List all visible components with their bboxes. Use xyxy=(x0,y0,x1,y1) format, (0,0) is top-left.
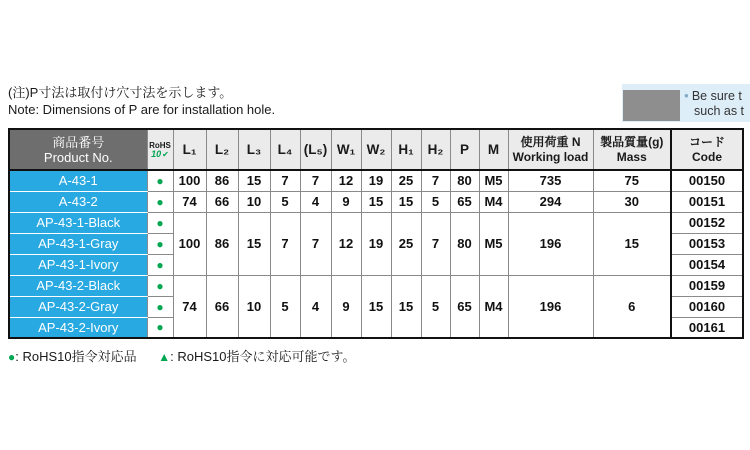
dim-cell: 7 xyxy=(300,212,331,275)
dim-cell: 25 xyxy=(391,170,421,191)
dim-cell: 25 xyxy=(391,212,421,275)
dim-cell: 5 xyxy=(421,275,450,338)
side-note-text xyxy=(684,88,744,119)
col-header-l1: L₁ xyxy=(173,129,206,170)
col-header-p: P xyxy=(450,129,479,170)
col-header-mass xyxy=(593,129,671,170)
dim-cell: M4 xyxy=(479,191,508,212)
load-cell: 294 xyxy=(508,191,593,212)
code-cell: 00160 xyxy=(671,296,743,317)
dim-cell: 86 xyxy=(206,170,238,191)
dim-cell: 15 xyxy=(238,212,270,275)
table-row xyxy=(9,170,743,191)
dim-cell: 74 xyxy=(173,275,206,338)
dim-cell: 80 xyxy=(450,212,479,275)
rohs-triangle-label: : RoHS10指令に対応可能です。 xyxy=(170,349,356,364)
dim-cell: 66 xyxy=(206,275,238,338)
dim-cell: 4 xyxy=(300,275,331,338)
code-jp: コード xyxy=(688,134,725,149)
product-cell: AP-43-1-Ivory xyxy=(9,254,147,275)
side-note-line1: Be sure t xyxy=(691,89,742,103)
dim-cell: M5 xyxy=(479,212,508,275)
col-header-w1: W₁ xyxy=(331,129,361,170)
installation-note xyxy=(8,84,275,118)
rohs-dot-icon: ● xyxy=(147,296,173,317)
dim-cell: 7 xyxy=(300,170,331,191)
mass-jp: 製品質量(g) xyxy=(600,134,664,149)
dim-cell: 12 xyxy=(331,212,361,275)
dim-cell: 15 xyxy=(238,170,270,191)
col-header-product-en: Product No. xyxy=(43,149,113,165)
side-note-line2: such as t xyxy=(694,104,745,118)
dim-cell: 7 xyxy=(270,212,300,275)
dim-cell: 66 xyxy=(206,191,238,212)
mass-cell: 75 xyxy=(593,170,671,191)
code-cell: 00154 xyxy=(671,254,743,275)
dim-cell: 10 xyxy=(238,275,270,338)
dim-cell: 7 xyxy=(421,212,450,275)
dim-cell: 15 xyxy=(391,275,421,338)
dim-cell: M4 xyxy=(479,275,508,338)
dim-cell: 65 xyxy=(450,275,479,338)
rohs-dot-icon: ● xyxy=(147,170,173,191)
dim-cell: 5 xyxy=(270,275,300,338)
dim-cell: 5 xyxy=(421,191,450,212)
dim-cell: 80 xyxy=(450,170,479,191)
header-row xyxy=(9,129,743,170)
col-header-rohs xyxy=(147,129,173,170)
col-header-code xyxy=(671,129,743,170)
dim-cell: 86 xyxy=(206,212,238,275)
product-cell: AP-43-2-Ivory xyxy=(9,317,147,338)
code-cell: 00152 xyxy=(671,212,743,233)
col-header-working-load xyxy=(508,129,593,170)
rohs-dot-icon: ● xyxy=(147,233,173,254)
rohs10-check-icon: 10✔ xyxy=(151,148,169,159)
side-note xyxy=(622,84,750,122)
dim-cell: 15 xyxy=(391,191,421,212)
dim-cell: 9 xyxy=(331,275,361,338)
col-header-l4: L₄ xyxy=(270,129,300,170)
dim-cell: 12 xyxy=(331,170,361,191)
product-cell: AP-43-2-Black xyxy=(9,275,147,296)
dim-cell: 5 xyxy=(270,191,300,212)
col-header-h2: H₂ xyxy=(421,129,450,170)
mass-cell: 6 xyxy=(593,275,671,338)
table-row xyxy=(9,275,743,296)
working-load-en: Working load xyxy=(512,149,589,164)
rohs-label: RoHS xyxy=(149,140,171,150)
rohs-dot-icon: ● xyxy=(147,191,173,212)
load-cell: 196 xyxy=(508,275,593,338)
code-cell: 00159 xyxy=(671,275,743,296)
code-cell: 00161 xyxy=(671,317,743,338)
col-header-w2: W₂ xyxy=(361,129,391,170)
note-line-en: Note: Dimensions of P are for installation hole. xyxy=(8,102,276,117)
load-cell: 196 xyxy=(508,212,593,275)
product-cell: A-43-2 xyxy=(9,191,147,212)
dim-cell: 100 xyxy=(173,170,206,191)
product-cell: AP-43-2-Gray xyxy=(9,296,147,317)
col-header-m: M xyxy=(479,129,508,170)
dim-cell: 19 xyxy=(361,212,391,275)
image-placeholder xyxy=(623,90,680,121)
bullet-icon: ● xyxy=(684,91,689,100)
dim-cell: 4 xyxy=(300,191,331,212)
code-cell: 00150 xyxy=(671,170,743,191)
dim-cell: 9 xyxy=(331,191,361,212)
note-line-jp: (注)P寸法は取付け穴寸法を示します。 xyxy=(8,85,233,100)
working-load-jp: 使用荷重 N xyxy=(520,134,581,149)
dim-cell: 65 xyxy=(450,191,479,212)
col-header-l5: (L₅) xyxy=(300,129,331,170)
col-header-product xyxy=(9,129,147,170)
spec-table xyxy=(8,128,744,339)
dim-cell: 15 xyxy=(361,275,391,338)
table-row xyxy=(9,191,743,212)
dim-cell: 74 xyxy=(173,191,206,212)
col-header-product-jp: 商品番号 xyxy=(52,134,105,150)
product-cell: AP-43-1-Black xyxy=(9,212,147,233)
rohs-dot-icon: ● xyxy=(147,212,173,233)
dim-cell: 100 xyxy=(173,212,206,275)
dim-cell: M5 xyxy=(479,170,508,191)
dim-cell: 7 xyxy=(270,170,300,191)
col-header-l2: L₂ xyxy=(206,129,238,170)
dim-cell: 10 xyxy=(238,191,270,212)
mass-en: Mass xyxy=(616,149,647,164)
rohs-dot-label: : RoHS10指令対応品 xyxy=(15,349,137,364)
dim-cell: 15 xyxy=(361,191,391,212)
dim-cell: 7 xyxy=(421,170,450,191)
col-header-l3: L₃ xyxy=(238,129,270,170)
code-cell: 00153 xyxy=(671,233,743,254)
product-cell: A-43-1 xyxy=(9,170,147,191)
rohs-dot-icon: ● xyxy=(147,317,173,338)
code-cell: 00151 xyxy=(671,191,743,212)
dim-cell: 19 xyxy=(361,170,391,191)
rohs-dot-icon: ● xyxy=(8,350,16,364)
mass-cell: 30 xyxy=(593,191,671,212)
table-row xyxy=(9,212,743,233)
rohs-dot-icon: ● xyxy=(147,254,173,275)
rohs-dot-icon: ● xyxy=(147,275,173,296)
product-cell: AP-43-1-Gray xyxy=(9,233,147,254)
rohs-triangle-icon: ▲ xyxy=(158,350,171,364)
load-cell: 735 xyxy=(508,170,593,191)
mass-cell: 15 xyxy=(593,212,671,275)
code-en: Code xyxy=(692,149,722,164)
col-header-h1: H₁ xyxy=(391,129,421,170)
rohs-legend xyxy=(8,346,355,365)
